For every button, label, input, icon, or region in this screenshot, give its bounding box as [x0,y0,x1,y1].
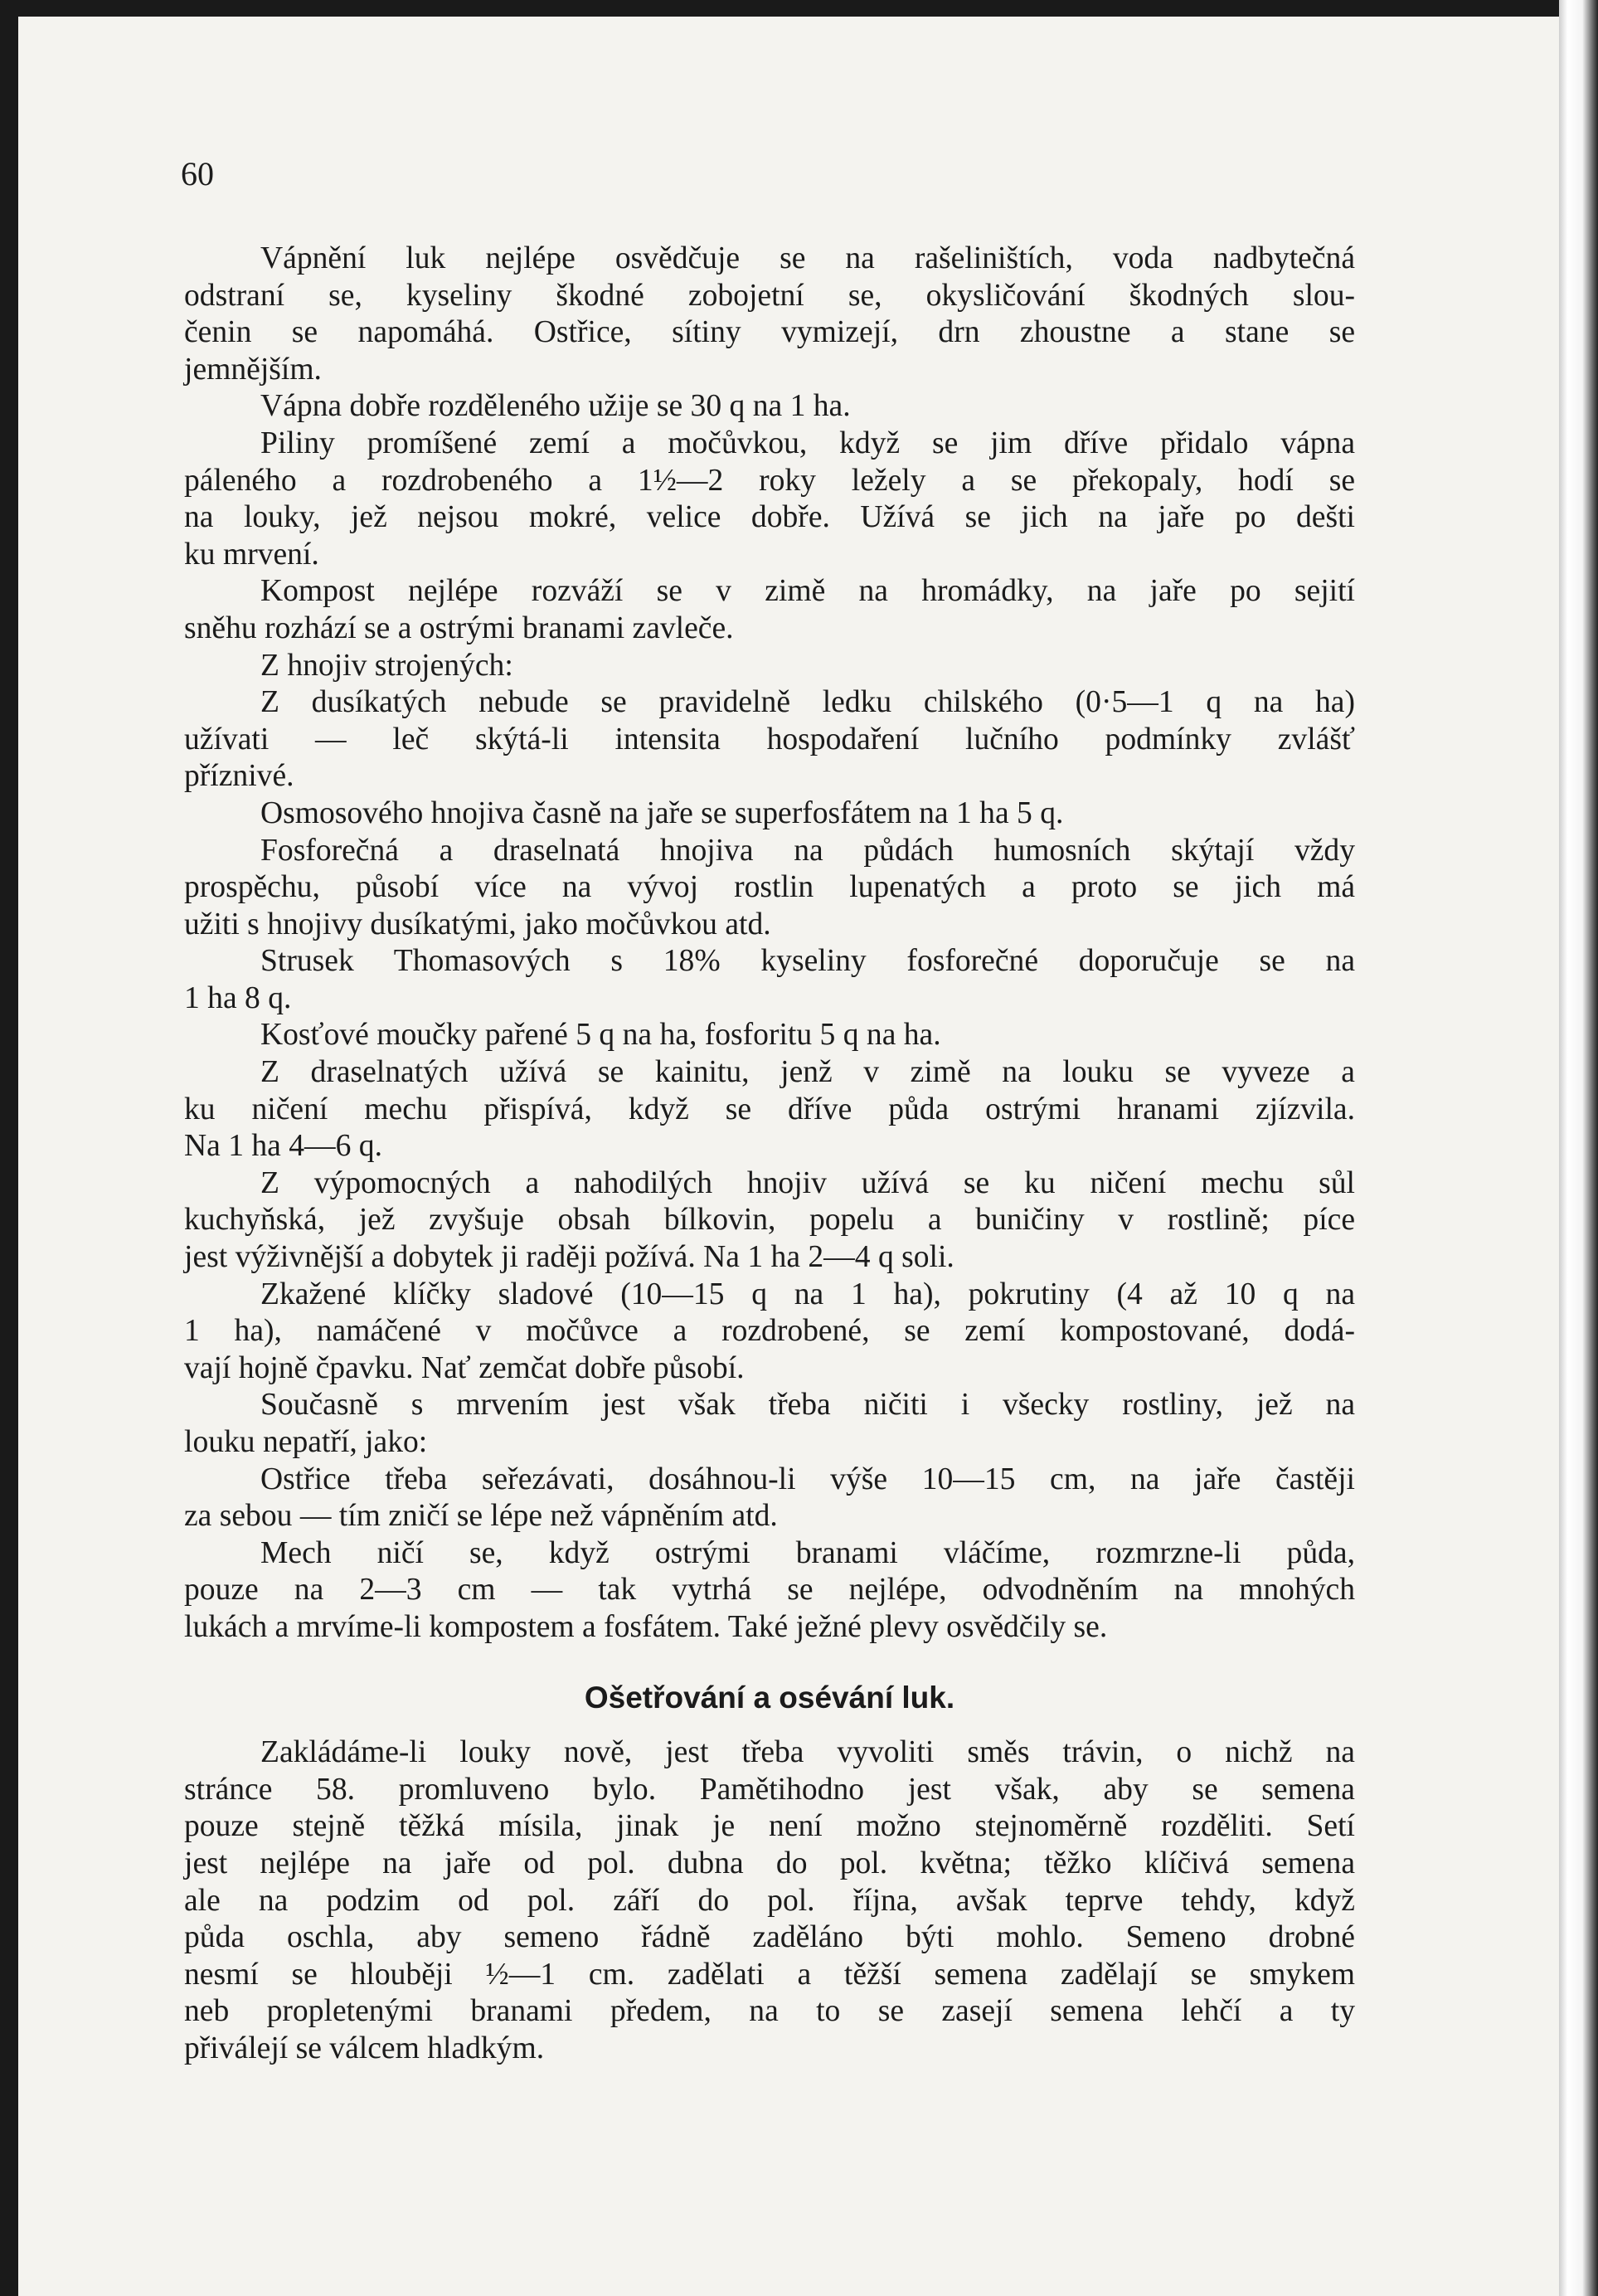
text-line: jest výživnější a dobytek ji raději požívá. Na 1 ha 2—4 q soli. [184,1240,954,1275]
text-line: Z dusíkatých nebude se pravidelně ledku chilského (0·5—1 q na ha) [260,685,1355,720]
text-line: na louky, jež nejsou mokré, velice dobře. Užívá se jich na jaře po dešti [184,500,1355,535]
text-line: jemnějším. [184,352,322,387]
text-line: Kompost nejlépe rozváží se v zimě na hromádky, na jaře po sejití [260,574,1355,609]
text-line: jest nejlépe na jaře od pol. dubna do pol. května; těžko klíčivá semena [184,1846,1355,1880]
text-line: Piliny promíšené zemí a močůvkou, když se jim dříve přidalo vápna [260,426,1355,460]
text-line: Kosťové moučky pařené 5 q na ha, fosforitu 5 q na ha. [260,1018,941,1053]
section-heading: Ošetřování a osévání luk. [584,1680,955,1715]
text-line: ku mrvení. [184,537,319,572]
body-text [184,241,1355,2068]
text-line: neb propletenými branami předem, na to se zasejí semena lehčí a ty [184,1994,1355,2029]
text-line: Současně s mrvením jest však třeba ničiti i všecky rostliny, jež na [260,1388,1355,1423]
section-fertilizing [184,241,1355,1647]
page-number: 60 [181,155,214,192]
text-line: Strusek Thomasových s 18% kyseliny fosforečné doporučuje se na [260,944,1355,979]
text-line: Zkažené klíčky sladové (10—15 q na 1 ha), pokrutiny (4 až 10 q na [260,1277,1355,1311]
text-line: 1 ha 8 q. [184,980,292,1015]
text-line: za sebou — tím zničí se lépe než vápněním atd. [184,1499,778,1534]
text-line: louku nepatří, jako: [184,1425,428,1459]
text-line: Osmosového hnojiva časně na jaře se superfosfátem na 1 ha 5 q. [260,795,1064,830]
text-line: sněhu rozhází se a ostrými branami zavleče. [184,610,734,645]
text-line: ku ničení mechu přispívá, když se dříve půda ostrými hranami zjízvila. [184,1092,1355,1126]
text-line: pouze na 2—3 cm — tak vytrhá se nejlépe, odvodněním na mnohých [184,1573,1355,1608]
text-line: Ostřice třeba seřezávati, dosáhnou-li výše 10—15 cm, na jaře častěji [260,1462,1355,1496]
text-line: Vápnění luk nejlépe osvědčuje se na rašeliništích, voda nadbytečná [260,241,1355,275]
text-line: páleného a rozdrobeného a 1½—2 roky ležely a se překopaly, hodí se [184,463,1355,498]
text-line: Zakládáme-li louky nově, jest třeba vyvoliti směs trávin, o nichž na [260,1735,1355,1770]
text-line: ale na podzim od pol. září do pol. října, avšak teprve tehdy, když [184,1883,1355,1918]
text-line: lukách a mrvíme-li kompostem a fosfátem. Také ježné plevy osvědčily se. [184,1609,1108,1644]
text-line: pouze stejně těžká mísila, jinak je není možno stejnoměrně rozděliti. Setí [184,1809,1355,1844]
text-line: Z draselnatých užívá se kainitu, jenž v zimě na louku se vyveze a [260,1055,1355,1090]
text-line: užívati — leč skýtá-li intensita hospodaření lučního podmínky zvlášť [184,722,1355,756]
text-line: čenin se napomáhá. Ostřice, sítiny vymizejí, drn zhoustne a stane se [184,315,1355,350]
text-line: přiválejí se válcem hladkým. [184,2031,545,2065]
text-line: kuchyňská, jež zvyšuje obsah bílkovin, popelu a buničiny v rostlině; píce [184,1203,1355,1238]
text-line: Na 1 ha 4—6 q. [184,1129,382,1164]
text-line: příznivé. [184,759,294,794]
text-line: Z hnojiv strojených: [260,648,513,683]
text-line: nesmí se hlouběji ½—1 cm. zadělati a těžší semena zadělají se smykem [184,1957,1355,1992]
text-line: vají hojně čpavku. Nať zemčat dobře působí. [184,1350,745,1385]
text-line: 1 ha), namáčené v močůvce a rozdrobené, se zemí kompostované, dodá- [184,1314,1355,1349]
section-sowing [184,1734,1355,2067]
text-line: odstraní se, kyseliny škodné zobojetní se, okysličování škodných slou- [184,278,1355,313]
text-line: stránce 58. promluveno bylo. Pamětihodno jest však, aby se semena [184,1772,1355,1807]
text-line: užiti s hnojivy dusíkatými, jako močůvkou atd. [184,907,771,941]
text-line: Vápna dobře rozděleného užije se 30 q na 1 ha. [260,389,851,424]
text-line: Mech ničí se, když ostrými branami vláčíme, rozmrzne-li půda, [260,1535,1355,1570]
text-line: půda oschla, aby semeno řádně zaděláno býti mohlo. Semeno drobné [184,1920,1355,1955]
text-line: Fosforečná a draselnatá hnojiva na půdách humosních skýtají vždy [260,833,1355,868]
text-line: prospěchu, působí více na vývoj rostlin lupenatých a proto se jich má [184,870,1355,905]
text-line: Z výpomocných a nahodilých hnojiv užívá se ku ničení mechu sůl [260,1165,1355,1200]
page-edge [1559,0,1598,2296]
